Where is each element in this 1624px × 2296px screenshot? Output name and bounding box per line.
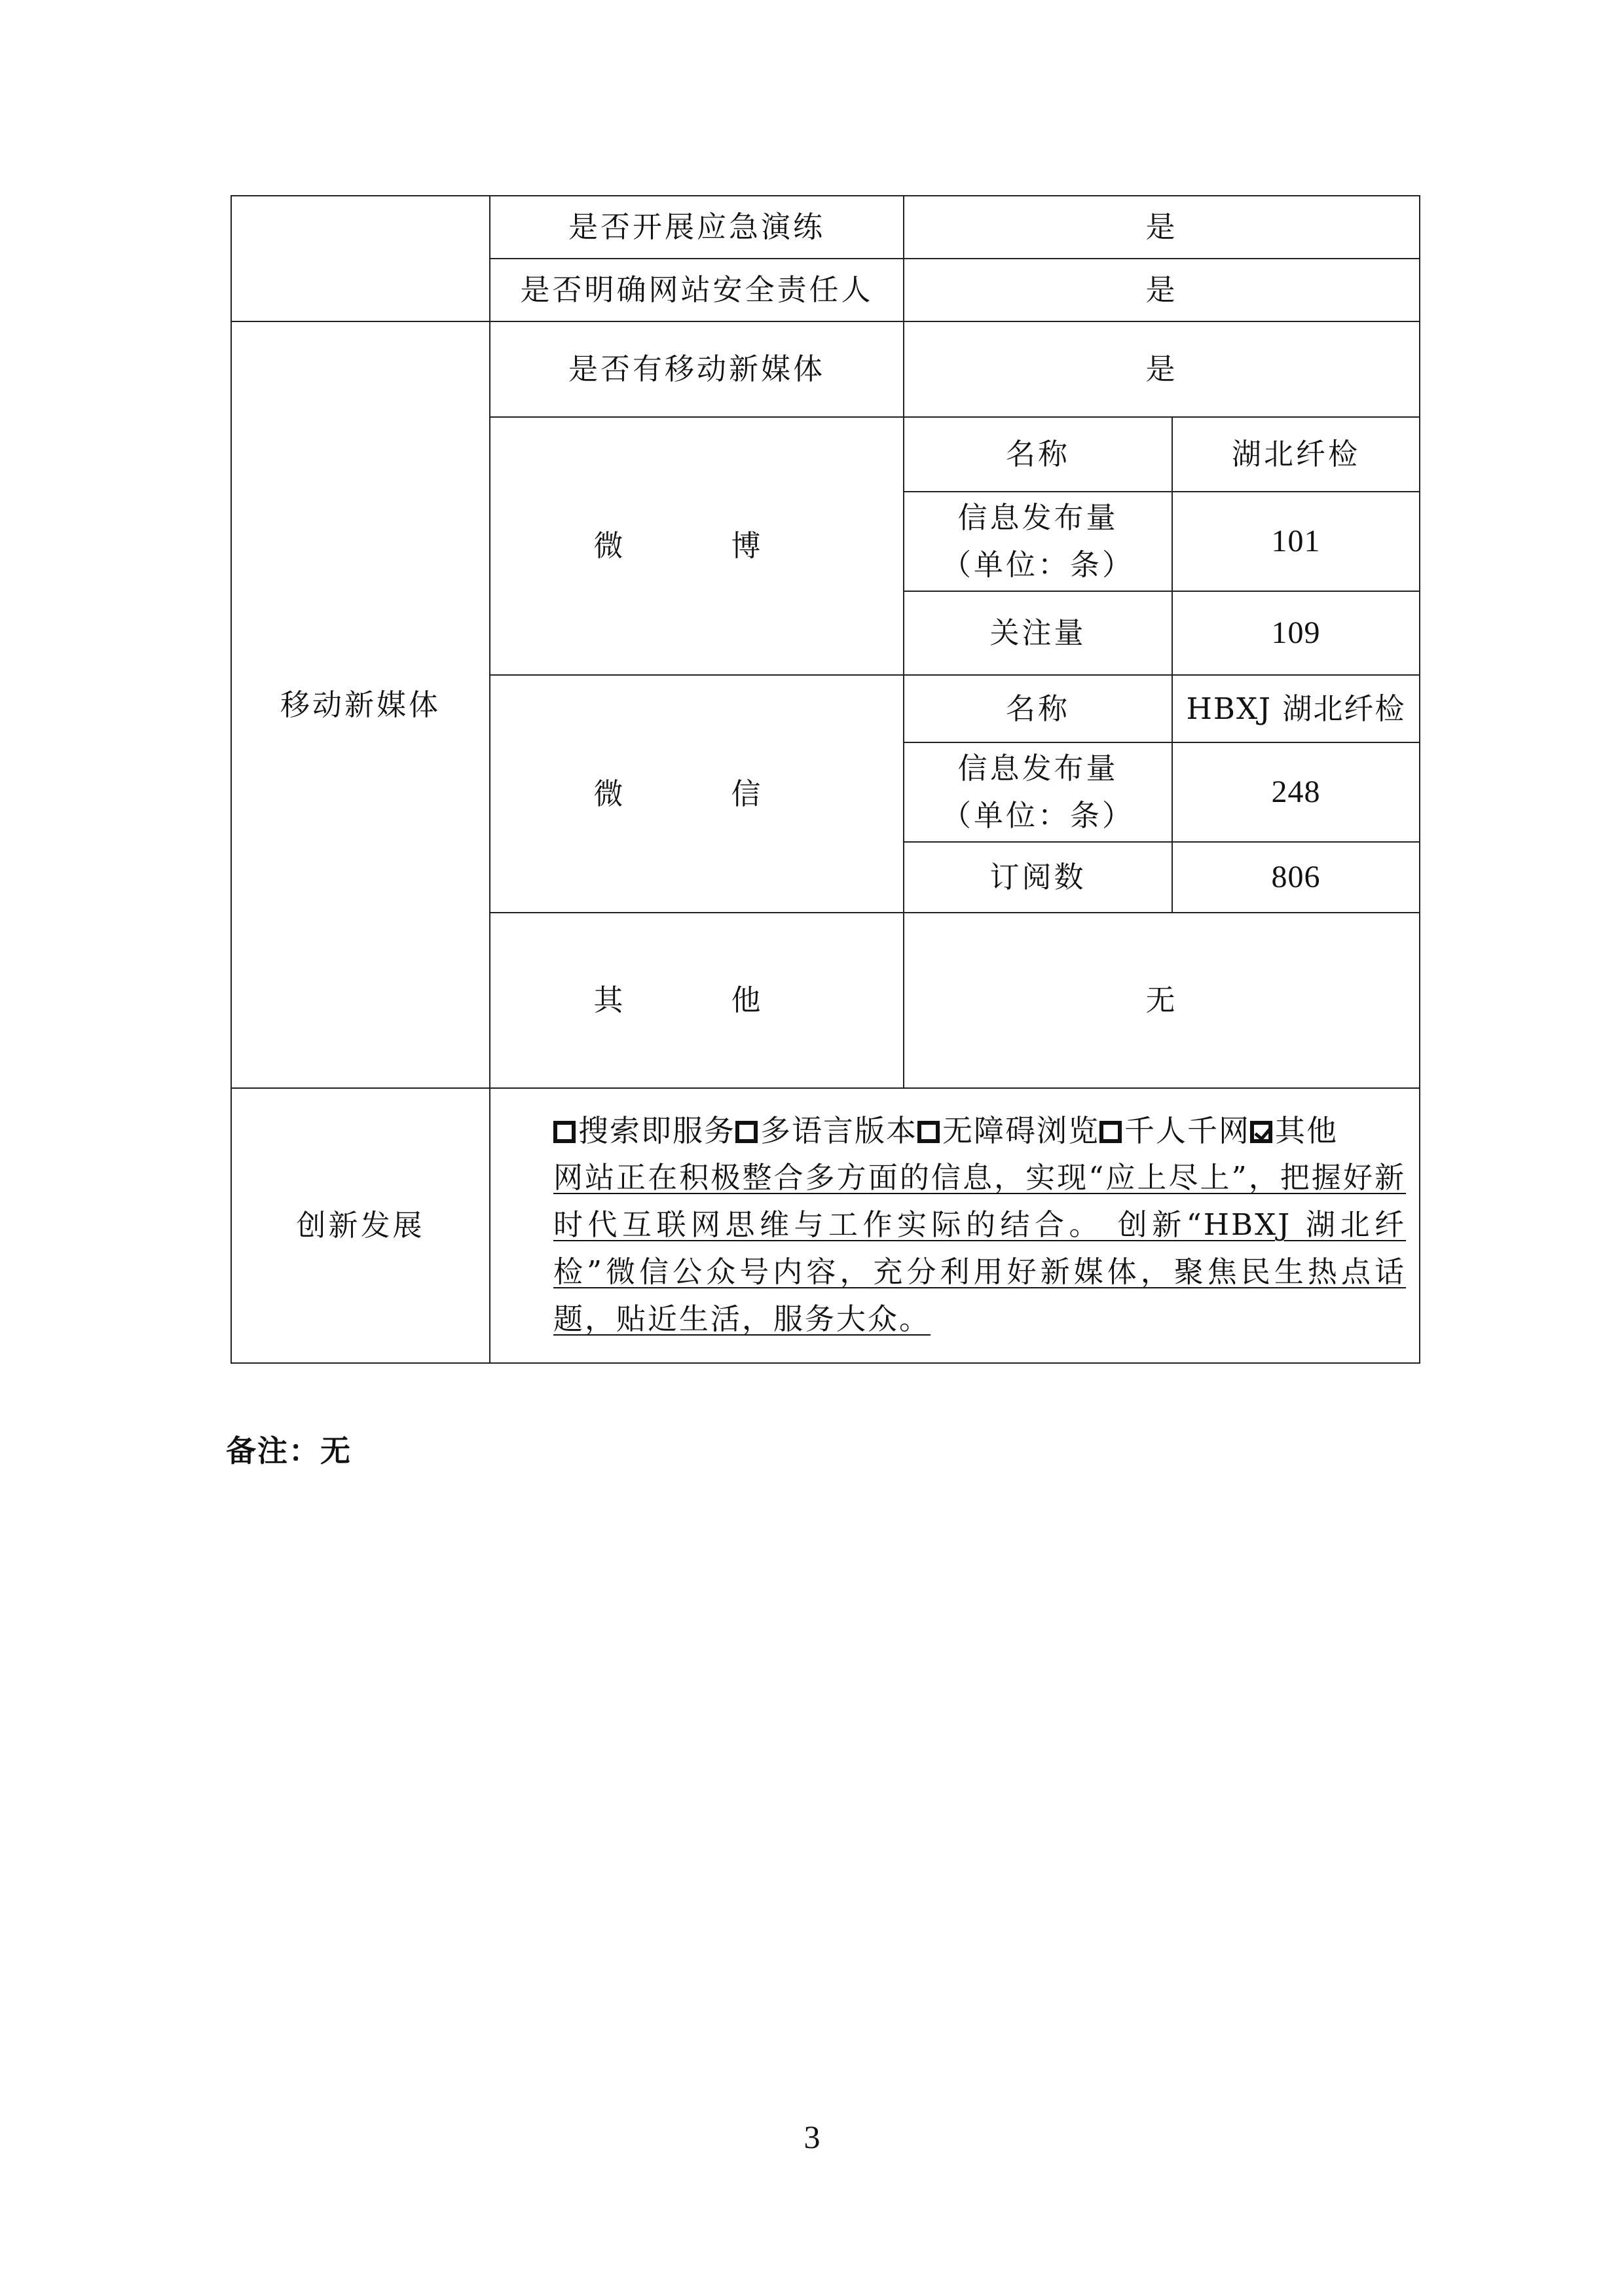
emergency-drill-label: 是否开展应急演练 (490, 196, 904, 259)
weibo-posts-label-line1: 信息发布量 (957, 500, 1118, 535)
website-report-table (231, 195, 1420, 1364)
page-number: 3 (803, 2119, 821, 2155)
innovation-description: 网站正在积极整合多方面的信息，实现“应上尽上”，把握好新时代互联网思维与工作实际的结合。 创新“HBXJ 湖北纤检”微信公众号内容，充分利用好新媒体，聚焦民生热点话题，贴近生活，服务大众。 (553, 1160, 1407, 1336)
weibo-label: 微 博 (490, 417, 904, 675)
security-officer-value: 是 (904, 259, 1420, 321)
option-other (1250, 1113, 1338, 1148)
checkbox-checked-icon (1250, 1121, 1272, 1143)
wechat-posts-value: 248 (1172, 742, 1420, 842)
weibo-posts-label (904, 492, 1172, 591)
checkbox-unchecked-icon (735, 1121, 758, 1143)
option-search-service (553, 1113, 735, 1148)
option-label: 无障碍浏览 (942, 1113, 1099, 1148)
option-label: 千人千网 (1124, 1113, 1250, 1148)
innovation-section-label: 创新发展 (231, 1088, 490, 1363)
wechat-posts-label (904, 742, 1172, 842)
checkbox-unchecked-icon (553, 1121, 576, 1143)
wechat-name-label: 名称 (904, 675, 1172, 742)
remarks-note: 备注：无 (226, 1433, 352, 1468)
wechat-posts-label-line2: （单位：条） (941, 798, 1134, 833)
row-emergency-drill (231, 196, 1420, 259)
weibo-name-value: 湖北纤检 (1172, 417, 1420, 492)
row-has-mobile-media (231, 321, 1420, 417)
option-multilingual (735, 1113, 917, 1148)
option-accessible-browsing (917, 1113, 1099, 1148)
has-mobile-media-label: 是否有移动新媒体 (490, 321, 904, 417)
weibo-name-label: 名称 (904, 417, 1172, 492)
emergency-drill-value: 是 (904, 196, 1420, 259)
has-mobile-media-value: 是 (904, 321, 1420, 417)
checkbox-unchecked-icon (917, 1121, 940, 1143)
wechat-subscribers-value: 806 (1172, 842, 1420, 913)
wechat-subscribers-label: 订阅数 (904, 842, 1172, 913)
other-media-value: 无 (904, 913, 1420, 1088)
option-personalized (1099, 1113, 1250, 1148)
option-label: 其他 (1275, 1113, 1338, 1148)
weibo-posts-label-line2: （单位：条） (941, 547, 1134, 582)
weibo-followers-value: 109 (1172, 591, 1420, 675)
wechat-label: 微 信 (490, 675, 904, 913)
wechat-name-value: HBXJ 湖北纤检 (1172, 675, 1420, 742)
weibo-posts-value: 101 (1172, 492, 1420, 591)
option-label: 搜索即服务 (578, 1113, 735, 1148)
option-label: 多语言版本 (760, 1113, 917, 1148)
security-officer-label: 是否明确网站安全责任人 (490, 259, 904, 321)
other-media-label: 其 他 (490, 913, 904, 1088)
row-innovation (231, 1088, 1420, 1363)
wechat-posts-label-line1: 信息发布量 (957, 751, 1118, 786)
innovation-content (490, 1088, 1420, 1363)
mobile-media-section-label: 移动新媒体 (231, 321, 490, 1088)
innovation-options (553, 1107, 1406, 1154)
weibo-followers-label: 关注量 (904, 591, 1172, 675)
checkbox-unchecked-icon (1099, 1121, 1122, 1143)
security-section-cell (231, 196, 490, 321)
